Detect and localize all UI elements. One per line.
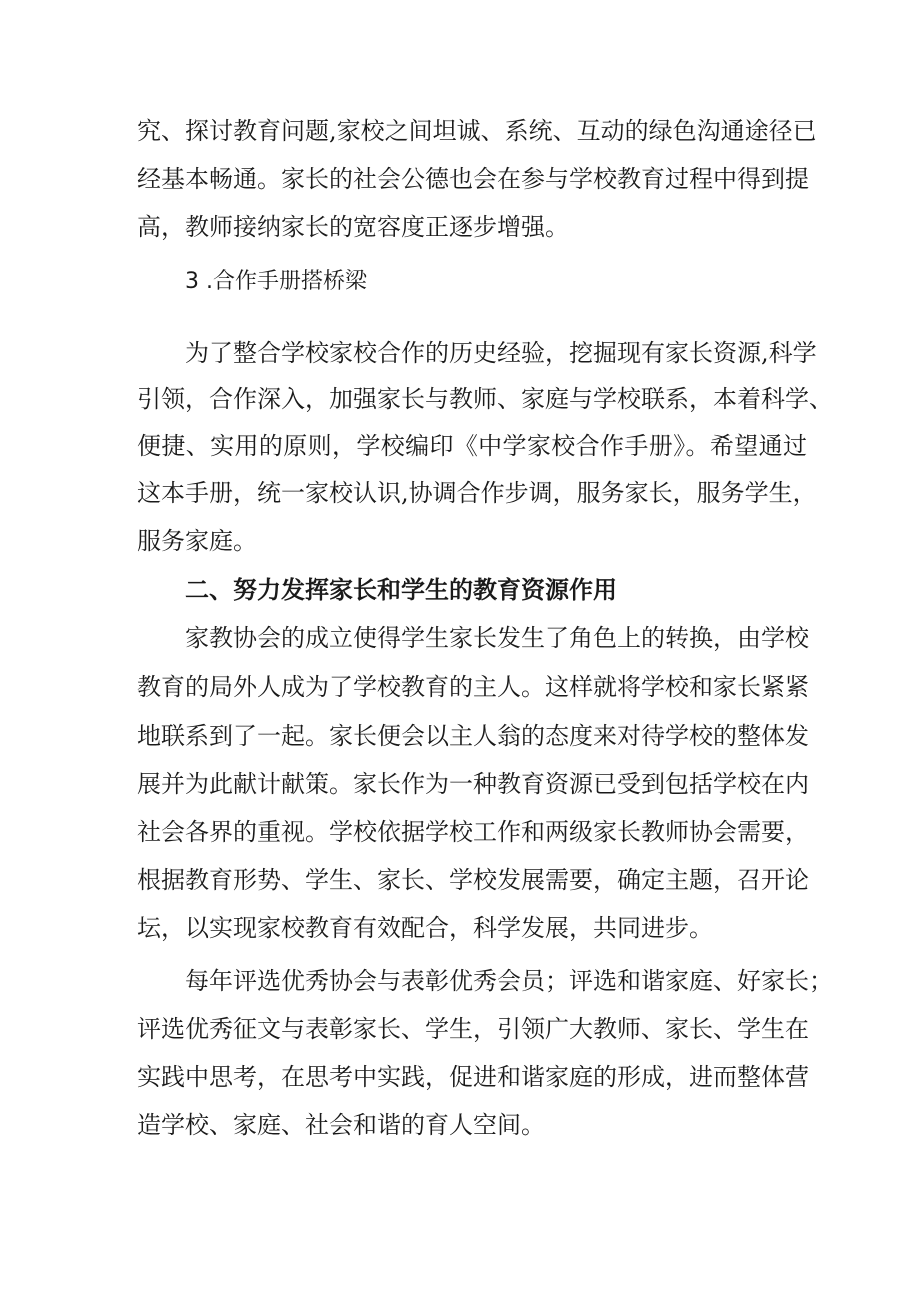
paragraph-3-line-4: 展并为此献计献策。家长作为一种教育资源已受到包括学校在内 bbox=[137, 770, 809, 798]
paragraph-2-line-2: 引领，合作深入，加强家长与教师、家庭与学校联系，本着科学、 bbox=[137, 385, 833, 413]
paragraph-2-line-1: 为了整合学校家校合作的历史经验，挖掘现有家长资源,科学 bbox=[185, 339, 817, 367]
paragraph-3-line-6: 根据教育形势、学生、家长、学校发展需要，确定主题，召开论 bbox=[137, 866, 809, 894]
paragraph-4-line-2: 评选优秀征文与表彰家长、学生，引领广大教师、家长、学生在 bbox=[137, 1015, 809, 1043]
paragraph-2-line-3: 便捷、实用的原则，学校编印《中学家校合作手册》。希望通过 bbox=[137, 432, 807, 460]
paragraph-1-line-2: 经基本畅通。家长的社会公德也会在参与学校教育过程中得到提 bbox=[137, 165, 809, 193]
section-heading-2: 二、努力发挥家长和学生的教育资源作用 bbox=[185, 576, 617, 604]
paragraph-3-line-1: 家教协会的成立使得学生家长发生了角色上的转换，由学校 bbox=[185, 624, 809, 652]
paragraph-3-line-5: 社会各界的重视。学校依据学校工作和两级家长教师协会需要， bbox=[137, 818, 809, 846]
paragraph-4-line-4: 造学校、家庭、社会和谐的育人空间。 bbox=[137, 1111, 545, 1139]
paragraph-3-line-3: 地联系到了一起。家长便会以主人翁的态度来对待学校的整体发 bbox=[137, 722, 809, 750]
paragraph-4-line-3: 实践中思考，在思考中实践，促进和谐家庭的形成，进而整体营 bbox=[137, 1063, 809, 1091]
paragraph-3-line-7: 坛，以实现家校教育有效配合，科学发展，共同进步。 bbox=[137, 914, 713, 942]
paragraph-3-line-2: 教育的局外人成为了学校教育的主人。这样就将学校和家长紧紧 bbox=[137, 673, 809, 701]
paragraph-1-line-1: 究、探讨教育问题,家校之间坦诚、系统、互动的绿色沟通途径已 bbox=[137, 117, 817, 145]
paragraph-2-line-5: 服务家庭。 bbox=[137, 527, 257, 555]
subheading-cooperation-handbook: 3 .合作手册搭桥梁 bbox=[185, 269, 367, 294]
paragraph-2-line-4: 这本手册，统一家校认识,协调合作步调，服务家长，服务学生， bbox=[137, 479, 817, 507]
paragraph-4-line-1: 每年评选优秀协会与表彰优秀会员；评选和谐家庭、好家长； bbox=[185, 967, 833, 995]
paragraph-1-line-3: 高，教师接纳家长的宽容度正逐步增强。 bbox=[137, 213, 569, 241]
